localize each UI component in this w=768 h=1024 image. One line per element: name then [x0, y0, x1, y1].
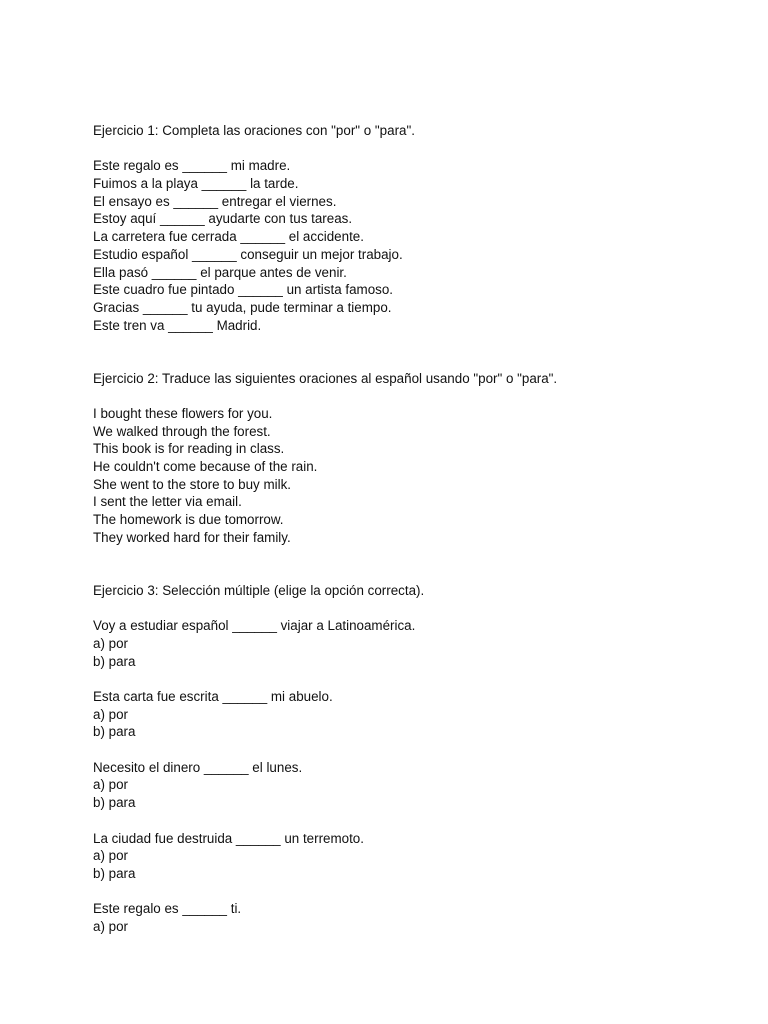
exercise1-sentence: Fuimos a la playa ______ la tarde.: [93, 176, 299, 192]
exercise2-sentence: She went to the store to buy milk.: [93, 476, 291, 492]
exercise3-question-prompt: Esta carta fue escrita ______ mi abuelo.: [93, 689, 333, 705]
exercise2-sentence: I bought these flowers for you.: [93, 406, 273, 422]
spacer: [93, 670, 733, 688]
exercise1-sentence: Estoy aquí ______ ayudarte con tus tareas.: [93, 211, 353, 227]
exercise3-option: b) para: [93, 653, 136, 669]
exercise1-sentence: Estudio español ______ conseguir un mejor trabajo.: [93, 246, 403, 262]
spacer: [93, 140, 733, 158]
spacer: [93, 547, 733, 582]
exercise3-question-prompt: La ciudad fue destruida ______ un terremoto.: [93, 830, 364, 846]
exercise3-question-prompt: Voy a estudiar español ______ viajar a Latinoamérica.: [93, 618, 416, 634]
exercise2-sentence: They worked hard for their family.: [93, 529, 291, 545]
spacer: [93, 741, 733, 759]
exercise2-sentence: The homework is due tomorrow.: [93, 512, 284, 528]
exercise3-question-prompt: Este regalo es ______ ti.: [93, 901, 242, 917]
exercise1-sentence: La carretera fue cerrada ______ el accidente.: [93, 229, 364, 245]
exercise1-sentence: Este tren va ______ Madrid.: [93, 317, 262, 333]
exercise3-option: b) para: [93, 795, 136, 811]
exercise2-sentence: This book is for reading in class.: [93, 441, 285, 457]
exercise3-option: b) para: [93, 865, 136, 881]
exercise3-heading: Ejercicio 3: Selección múltiple (elige la opción correcta).: [93, 582, 425, 598]
exercise2-sentence: We walked through the forest.: [93, 423, 271, 439]
exercise3-option: a) por: [93, 706, 128, 722]
exercise1-heading: Ejercicio 1: Completa las oraciones con "por" o "para".: [93, 123, 415, 138]
exercise1-sentence: El ensayo es ______ entregar el viernes.: [93, 193, 337, 209]
exercise1-sentence: Gracias ______ tu ayuda, pude terminar a tiempo.: [93, 299, 392, 315]
exercise1-sentence: Ella pasó ______ el parque antes de venir.: [93, 264, 347, 280]
exercise3-option: a) por: [93, 635, 128, 651]
exercise3-option: b) para: [93, 724, 136, 740]
spacer: [93, 883, 733, 901]
exercise3-option: a) por: [93, 777, 128, 793]
spacer: [93, 334, 733, 369]
spacer: [93, 812, 733, 830]
spacer: [93, 387, 733, 405]
exercise3-option: a) por: [93, 918, 128, 934]
exercise2-sentence: I sent the letter via email.: [93, 494, 242, 510]
exercise1-sentence: Este regalo es ______ mi madre.: [93, 158, 291, 174]
exercise2-sentence: He couldn't come because of the rain.: [93, 459, 318, 475]
exercise3-question-prompt: Necesito el dinero ______ el lunes.: [93, 759, 303, 775]
worksheet-page: [93, 122, 733, 936]
exercise2-heading: Ejercicio 2: Traduce las siguientes oraciones al español usando "por" o "para".: [93, 370, 558, 386]
spacer: [93, 600, 733, 618]
exercise3-option: a) por: [93, 848, 128, 864]
exercise1-sentence: Este cuadro fue pintado ______ un artista famoso.: [93, 282, 394, 298]
